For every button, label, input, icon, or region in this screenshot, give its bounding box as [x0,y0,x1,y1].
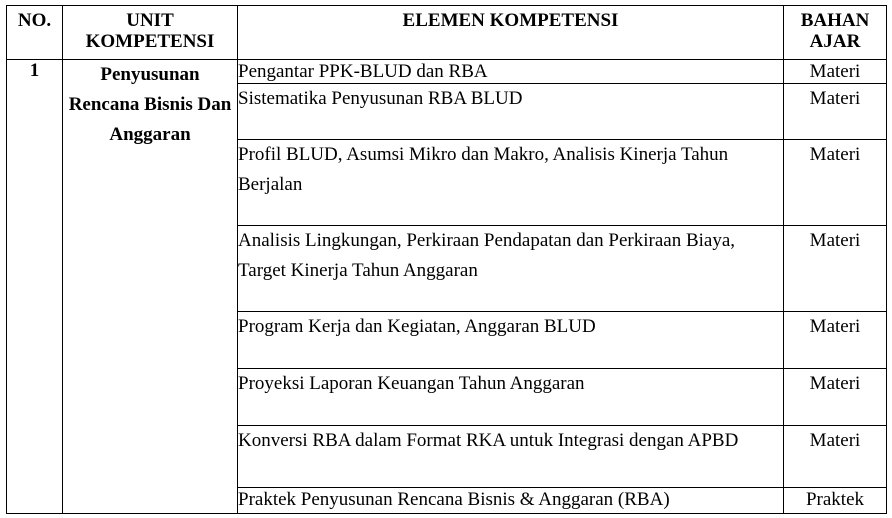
bahan-cell: Praktek [784,488,887,514]
elemen-cell: Pengantar PPK-BLUD dan RBA [238,60,784,84]
bahan-cell: Materi [784,312,887,369]
table-row [7,60,887,84]
table-header-row [7,6,887,60]
header-unit-kompetensi: UNIT KOMPETENSI [63,6,238,60]
bahan-cell: Materi [784,84,887,140]
bahan-cell: Materi [784,226,887,312]
elemen-cell: Profil BLUD, Asumsi Mikro dan Makro, Analisis Kinerja Tahun Berjalan [238,140,784,226]
competency-table [6,5,887,514]
elemen-cell: Proyeksi Laporan Keuangan Tahun Anggaran [238,369,784,426]
unit-kompetensi-cell: Penyusunan Rencana Bisnis Dan Anggaran [63,60,238,514]
bahan-cell: Materi [784,60,887,84]
bahan-cell: Materi [784,140,887,226]
header-elemen-kompetensi: ELEMEN KOMPETENSI [238,6,784,60]
header-no: NO. [7,6,63,60]
bahan-cell: Materi [784,426,887,488]
row-number-cell: 1 [7,60,63,514]
elemen-cell: Program Kerja dan Kegiatan, Anggaran BLUD [238,312,784,369]
elemen-cell: Sistematika Penyusunan RBA BLUD [238,84,784,140]
elemen-cell: Konversi RBA dalam Format RKA untuk Integrasi dengan APBD [238,426,784,488]
elemen-cell: Analisis Lingkungan, Perkiraan Pendapatan dan Perkiraan Biaya, Target Kinerja Tahun Anggaran [238,226,784,312]
header-bahan-ajar: BAHAN AJAR [784,6,887,60]
elemen-cell: Praktek Penyusunan Rencana Bisnis & Anggaran (RBA) [238,488,784,514]
bahan-cell: Materi [784,369,887,426]
